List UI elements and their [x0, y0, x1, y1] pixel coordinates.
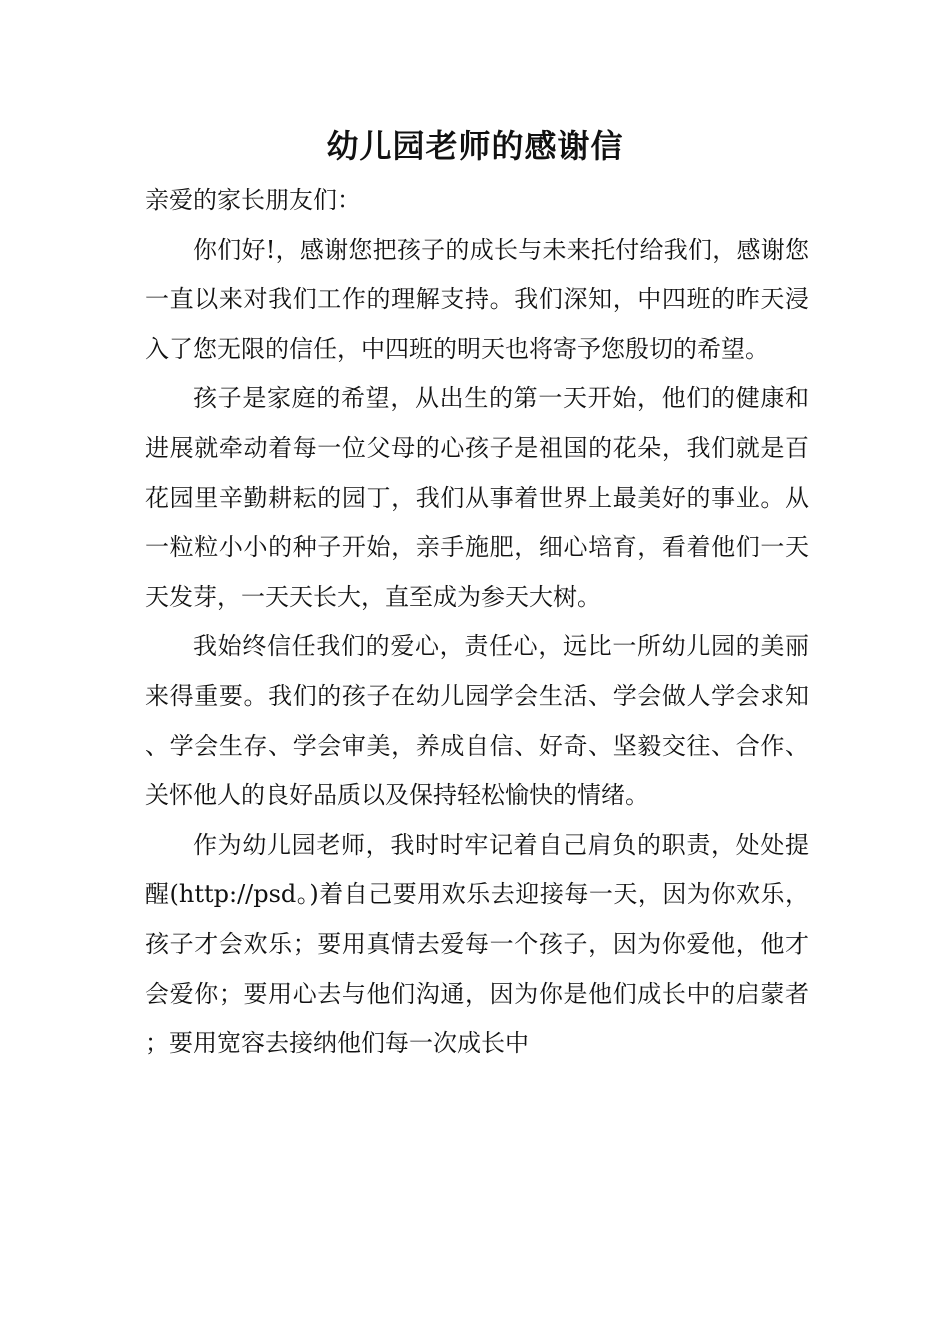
salutation: 亲爱的家长朋友们： — [145, 186, 361, 214]
paragraph-1: 你们好!，感谢您把孩子的成长与未来托付给我们，感谢您一直以来对我们工作的理解支持。我们深知，中四班的昨天浸入了您无限的信任，中四班的明天也将寄予您殷切的希望。 — [145, 235, 809, 363]
paragraph-2: 孩子是家庭的希望，从出生的第一天开始，他们的健康和进展就牵动着每一位父母的心孩子是祖国的花朵，我们就是百花园里辛勤耕耘的园丁，我们从事着世界上最美好的事业。从一粒粒小小的种子开始，亲手施肥，细心培育，看着他们一天天发芽，一天天长大，直至成为参天大树。 — [145, 384, 809, 611]
letter-body — [145, 176, 809, 1069]
paragraph-3: 我始终信任我们的爱心，责任心，远比一所幼儿园的美丽来得重要。我们的孩子在幼儿园学会生活、学会做人学会求知、学会生存、学会审美，养成自信、好奇、坚毅交往、合作、关怀他人的良好品质以及保持轻松愉快的情绪。 — [145, 632, 809, 810]
document-title: 幼儿园老师的感谢信 — [326, 127, 624, 165]
paragraph-4: 作为幼儿园老师，我时时牢记着自己肩负的职责，处处提醒(http://psd。)着自己要用欢乐去迎接每一天，因为你欢乐，孩子才会欢乐；要用真情去爱每一个孩子，因为你爱他，他才会爱你；要用心去与他们沟通，因为你是他们成长中的启蒙者；要用宽容去接纳他们每一次成长中 — [145, 830, 809, 1058]
